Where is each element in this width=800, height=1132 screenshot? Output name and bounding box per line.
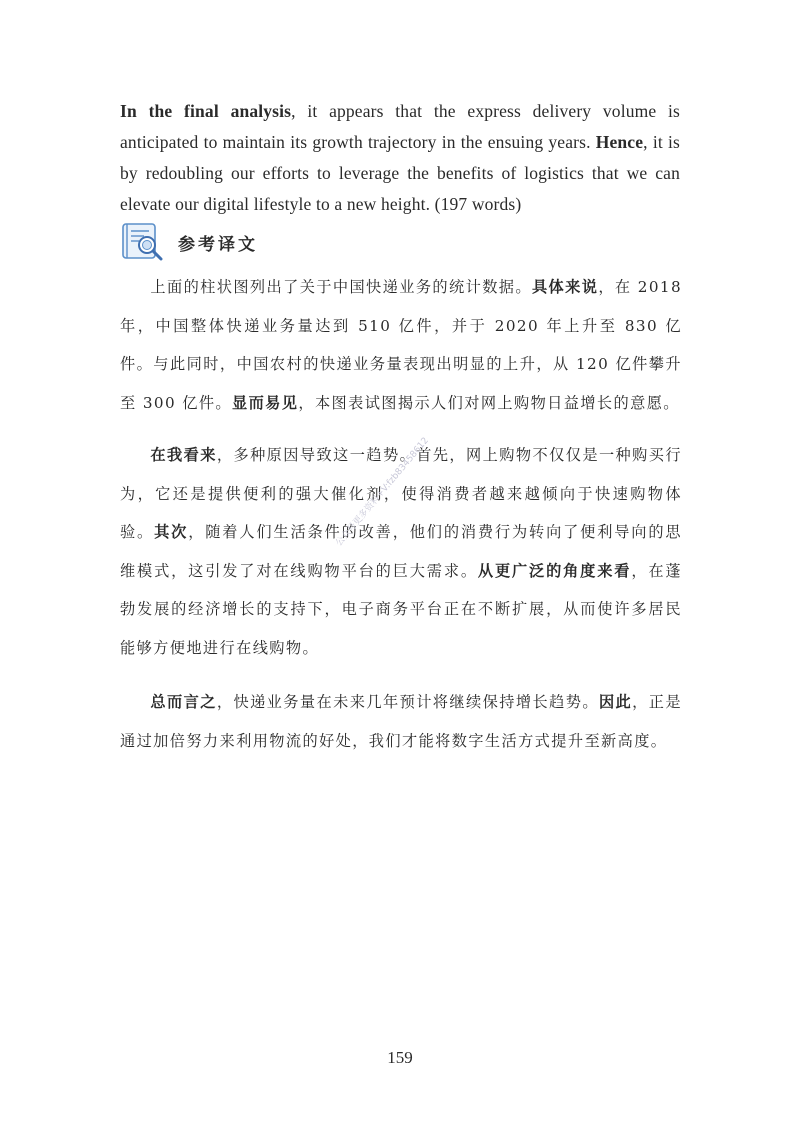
body-text: , it appears that the express delivery volume is anticipated to maintain its growth trajectory in the ensuing years. [120,101,680,152]
watermark: 公众号更多资料+V:fzb83458612 [334,435,431,549]
body-text: ，本图表试图揭示人们对网上购物日益增长的意愿。 [298,393,680,412]
page-number: 159 [387,1048,413,1067]
body-text: ，随着人们生活条件的改善，他们的消费行为转向了便利导向的思维模式，这引发了对在线购物平台的巨大需求。 [120,523,682,580]
body-text: 上面的柱状图列出了关于中国快递业务的统计数据。 [150,278,532,296]
body-text: ，在 2018 年，中国整体快递业务量达到 510 亿件，并于 2020 年上升至 830 亿件。与此同时，中国农村的快递业务量表现出明显的上升，从 120 亿件攀升至 300 亿件。 [120,278,683,412]
bold-phrase: In the final analysis [120,101,292,121]
body-text: ，在蓬勃发展的经济增长的支持下，电子商务平台正在不断扩展，从而使许多居民能够方便地进行在线购物。 [120,561,683,657]
bold-phrase: 其次 [154,523,189,541]
body-text: , it is by redoubling our efforts to leverage the benefits of logistics that we can elevate our digital lifestyle to a new height. (197 words) [120,132,680,214]
bold-phrase: Hence [595,132,644,152]
english-paragraph [120,96,680,220]
bold-phrase: 因此 [598,693,633,711]
bold-phrase: 显而易见 [232,393,299,412]
translation-paragraph [120,268,682,422]
bold-phrase: 总而言之 [150,693,217,711]
book-search-icon [122,221,164,263]
section-heading [122,220,258,264]
body-text: ，正是通过加倍努力来利用物流的好处，我们才能将数字生活方式提升至新高度。 [120,693,682,750]
body-text: ，快递业务量在未来几年预计将继续保持增长趋势。 [216,693,599,711]
translation-paragraph [120,683,682,760]
section-title: 参考译文 [178,234,258,255]
body-text: ，多种原因导致这一趋势。首先，网上购物不仅仅是一种购买行为，它还是提供便利的强大催化剂，使得消费者越来越倾向于快速购物体验。 [120,446,682,541]
bold-phrase: 从更广泛的角度来看 [477,561,632,580]
bold-phrase: 具体来说 [531,278,599,296]
bold-phrase: 在我看来 [150,446,217,464]
